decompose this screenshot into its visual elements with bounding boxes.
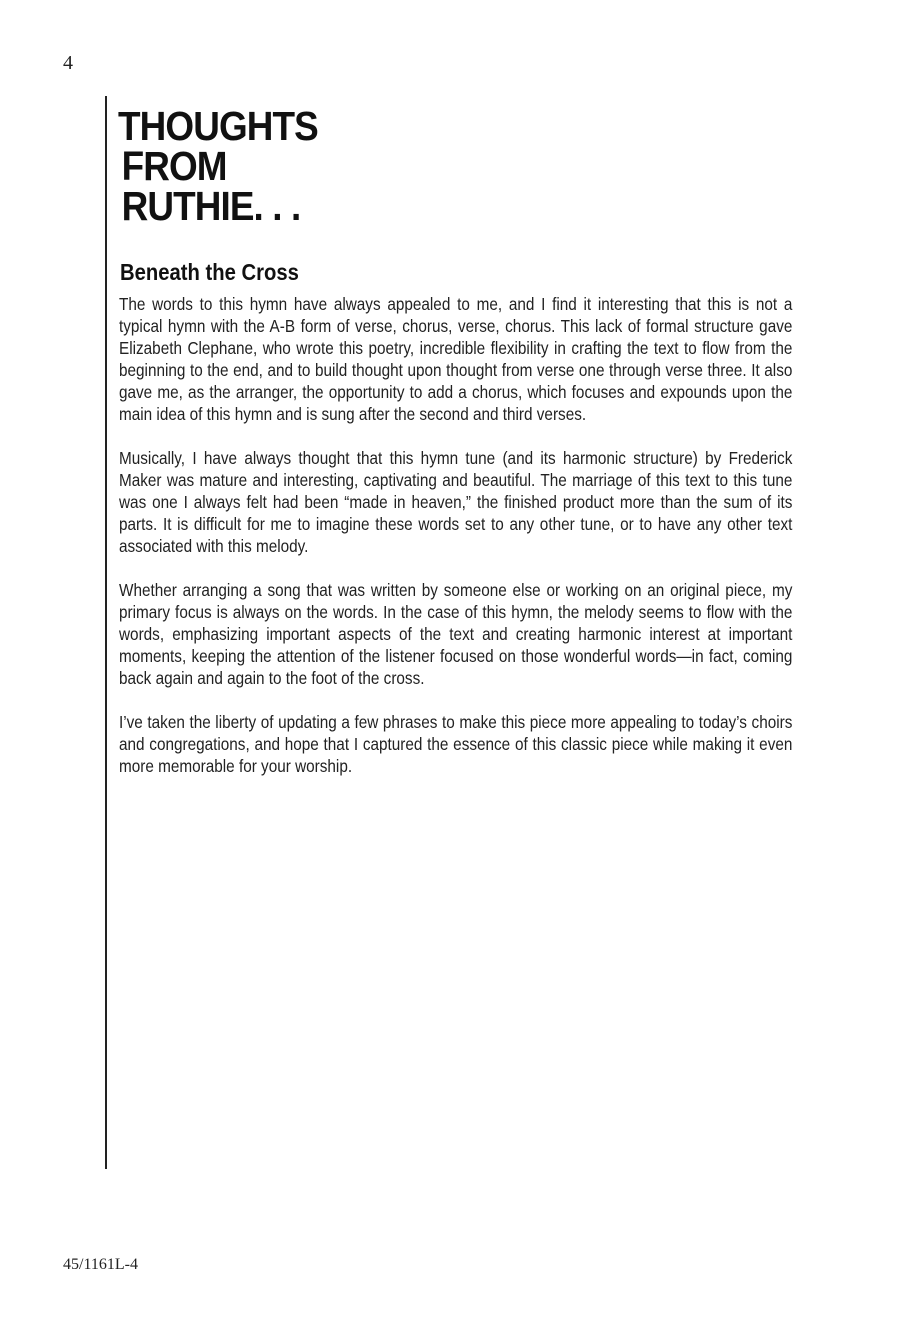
paragraph-2: Musically, I have always thought that this hymn tune (and its harmonic structure) by Frederick Maker was mature and interesting, captivating and beautiful. The marriage of this text to this tune was one I always felt had been “made in heaven,” the finished product more than the sum of its parts. It is difficult for me to imagine these words set to any other tune, or to have any other text associated with this melody. <box>119 448 793 556</box>
heading-line-1: THOUGHTS <box>118 103 318 149</box>
page-number: 4 <box>63 52 73 74</box>
heading-line-2: FROM <box>121 143 227 189</box>
article-title: Beneath the Cross <box>120 259 299 285</box>
catalog-code: 45/1161L-4 <box>63 1256 138 1273</box>
heading-line-3: RUTHIE. . . <box>121 183 301 229</box>
page-heading <box>118 103 318 229</box>
paragraph-1: The words to this hymn have always appealed to me, and I find it interesting that this is not a typical hymn with the A-B form of verse, chorus, verse, chorus. This lack of formal structure gave Elizabeth Clephane, who wrote this poetry, incredible flexibility in crafting the text to flow from the beginning to the end, and to build thought upon thought from verse one through verse three. It also gave me, as the arranger, the opportunity to add a chorus, which focuses and expounds upon the main idea of this hymn and is sung after the second and third verses. <box>119 294 793 424</box>
vertical-rule <box>105 96 107 1169</box>
paragraph-3: Whether arranging a song that was written by someone else or working on an original piece, my primary focus is always on the words. In the case of this hymn, the melody seems to flow with the words, emphasizing important aspects of the text and creating harmonic interest at important moments, keeping the attention of the listener focused on those wonderful words—in fact, coming back again and again to the foot of the cross. <box>119 580 793 688</box>
article-body <box>119 293 792 799</box>
paragraph-4: I’ve taken the liberty of updating a few phrases to make this piece more appealing to today’s choirs and congregations, and hope that I captured the essence of this classic piece while making it even more memorable for your worship. <box>119 712 793 776</box>
